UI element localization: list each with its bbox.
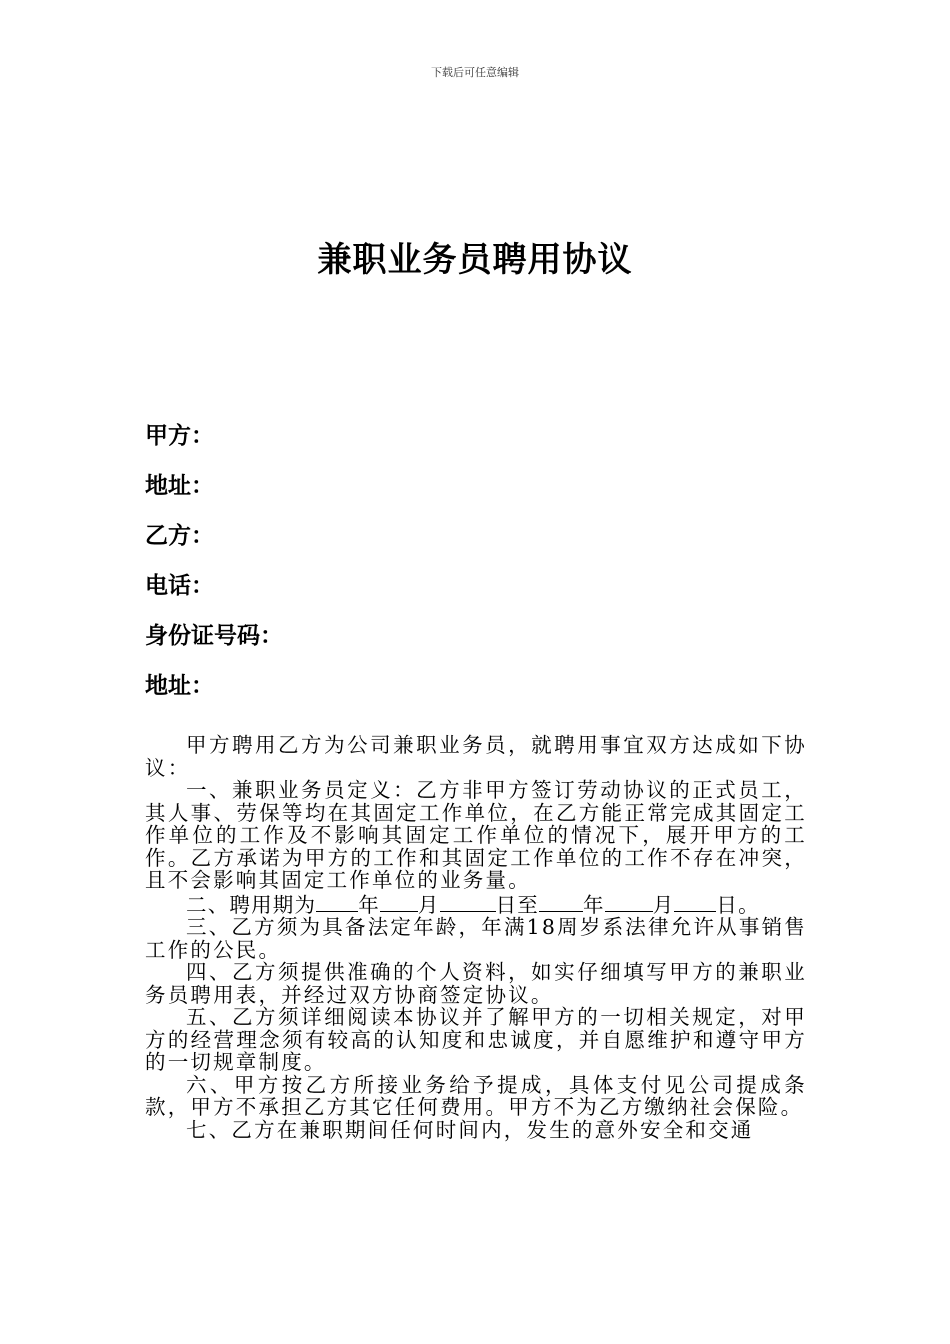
phone-label: 电话： (145, 573, 214, 599)
party-b-address-label: 地址： (145, 673, 214, 699)
start-day-blank (440, 892, 496, 912)
agreement-body (145, 734, 807, 1141)
end-year-blank (539, 892, 583, 912)
clause-3-age: 三、乙方须为具备法定年龄，年满18周岁系法律允许从事销售工作的公民。 (145, 915, 807, 962)
clause-2-year-1: 年 (358, 892, 380, 917)
clause-2-year-2: 年 (583, 892, 605, 917)
intro-paragraph: 甲方聘用乙方为公司兼职业务员，就聘用事宜双方达成如下协议： (145, 733, 807, 780)
id-number-label: 身份证号码： (145, 623, 283, 649)
clause-4-personal-info: 四、乙方须提供准确的个人资料，如实仔细填写甲方的兼职业务员聘用表，并经过双方协商签定协议。 (145, 960, 807, 1007)
clause-6-commission: 六、甲方按乙方所接业务给予提成，具体支付见公司提成条款，甲方不承担乙方其它任何费用。甲方不为乙方缴纳社会保险。 (145, 1072, 807, 1119)
clause-2-term (145, 892, 807, 917)
clause-2-day-end: 日。 (716, 892, 760, 917)
party-b-label: 乙方： (145, 523, 214, 549)
document-title: 兼职业务员聘用协议 (317, 240, 633, 280)
end-month-blank (605, 892, 653, 912)
header-note: 下载后可任意编辑 (431, 66, 519, 79)
clause-2-month-1: 月 (417, 892, 440, 917)
clause-2-day-to: 日至 (495, 892, 540, 917)
clause-7-safety: 七、乙方在兼职期间任何时间内，发生的意外安全和交通 (186, 1117, 754, 1142)
end-day-blank (674, 892, 716, 912)
clause-5-regulations: 五、乙方须详细阅读本协议并了解甲方的一切相关规定，对甲方的经营理念须有较高的认知度和忠诚度，并自愿维护和遵守甲方的一切规章制度。 (145, 1005, 807, 1074)
party-a-address-label: 地址： (145, 473, 214, 499)
start-month-blank (380, 892, 418, 912)
clause-2-text-start: 二、聘用期为 (186, 892, 317, 917)
clause-2-month-2: 月 (652, 892, 675, 917)
party-a-label: 甲方： (145, 423, 214, 449)
clause-1-definition: 一、兼职业务员定义：乙方非甲方签订劳动协议的正式员工，其人事、劳保等均在其固定工作单位，在乙方能正常完成其固定工作单位的工作及不影响其固定工作单位的情况下，展开甲方的工作。乙方承诺为甲方的工作和其固定工作单位的工作不存在冲突，且不会影响其固定工作单位的业务量。 (145, 778, 807, 892)
party-info-fields (145, 418, 283, 718)
start-year-blank (316, 892, 358, 912)
